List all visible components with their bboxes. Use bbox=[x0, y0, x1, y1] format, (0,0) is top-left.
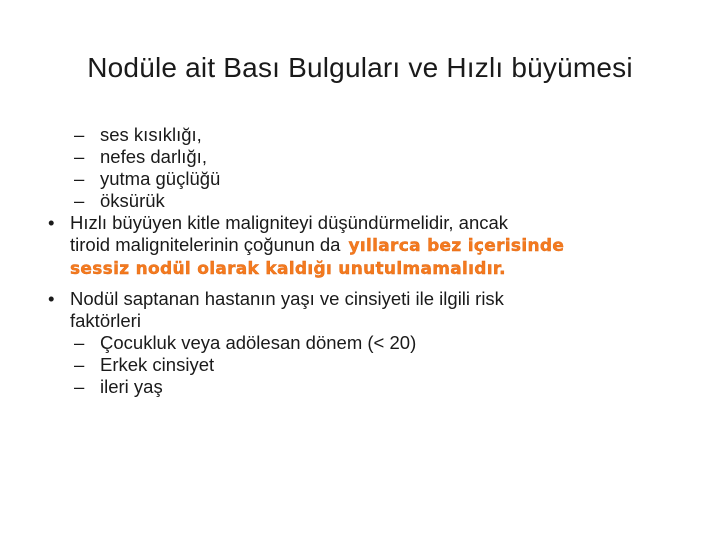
bullet-growth bbox=[40, 212, 690, 234]
slide-title: Nodüle ait Bası Bulguları ve Hızlı büyümesi bbox=[87, 52, 633, 83]
emphasis-text: sessiz nodül olarak kaldığı unutulmamalıdır. bbox=[70, 259, 506, 279]
slide-body bbox=[40, 124, 690, 398]
bullet-marker: • bbox=[48, 212, 55, 233]
dash-marker: – bbox=[74, 190, 85, 211]
dash-marker: – bbox=[74, 376, 85, 397]
symptom-text: öksürük bbox=[100, 190, 165, 211]
bullet-growth-line2: tiroid malignitelerinin çoğunun da bbox=[70, 234, 341, 255]
risk-text: ileri yaş bbox=[100, 376, 163, 397]
bullet-risk-line2: faktörleri bbox=[70, 310, 141, 331]
symptom-text: ses kısıklığı, bbox=[100, 124, 202, 145]
dash-marker: – bbox=[74, 332, 85, 353]
bullet-growth-line1: Hızlı büyüyen kitle maligniteyi düşündürmelidir, ancak bbox=[70, 212, 509, 233]
risk-item bbox=[40, 354, 690, 376]
dash-marker: – bbox=[74, 124, 85, 145]
bullet-risk-line1: Nodül saptanan hastanın yaşı ve cinsiyeti ile ilgili risk bbox=[70, 288, 504, 309]
dash-marker: – bbox=[74, 168, 85, 189]
bullet-risk-continuation bbox=[40, 310, 690, 332]
dash-marker: – bbox=[74, 146, 85, 167]
risk-item bbox=[40, 332, 690, 354]
spacer bbox=[40, 280, 690, 288]
symptom-text: yutma güçlüğü bbox=[100, 168, 221, 189]
symptom-item bbox=[40, 124, 690, 146]
risk-text: Erkek cinsiyet bbox=[100, 354, 215, 375]
symptom-item bbox=[40, 146, 690, 168]
risk-text: Çocukluk veya adölesan dönem (< 20) bbox=[100, 332, 417, 353]
symptom-text: nefes darlığı, bbox=[100, 146, 207, 167]
bullet-risk bbox=[40, 288, 690, 310]
symptom-item bbox=[40, 190, 690, 212]
risk-item bbox=[40, 376, 690, 398]
emphasis-text: yıllarca bez içerisinde bbox=[348, 236, 565, 256]
bullet-growth-continuation bbox=[40, 257, 690, 280]
dash-marker: – bbox=[74, 354, 85, 375]
bullet-growth-continuation bbox=[40, 234, 690, 257]
symptom-item bbox=[40, 168, 690, 190]
bullet-marker: • bbox=[48, 288, 55, 309]
